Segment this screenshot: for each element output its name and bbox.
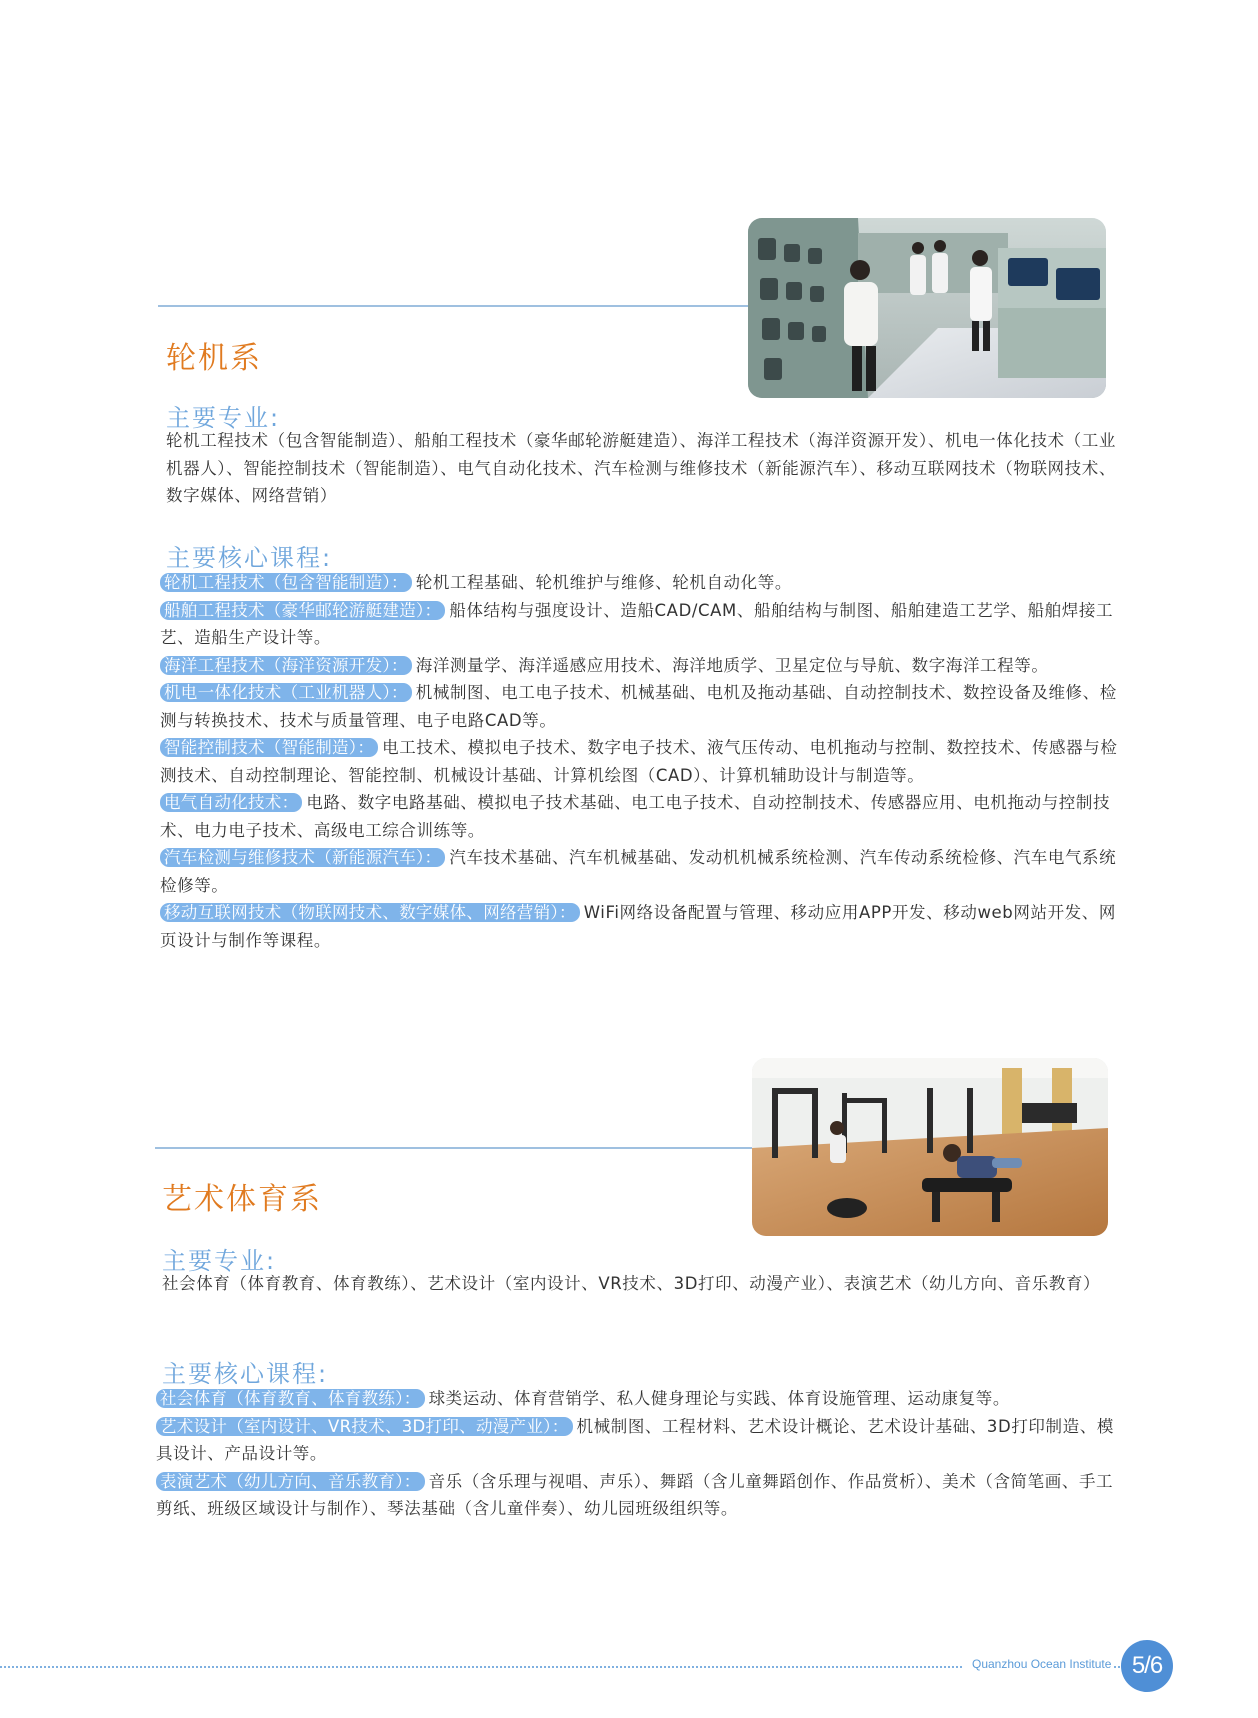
- course-item: [156, 1468, 1124, 1523]
- course-label: 轮机工程技术（包含智能制造）：: [160, 573, 412, 592]
- page-number-badge: 5/6: [1121, 1640, 1173, 1692]
- course-text: 汽车技术基础、汽车机械基础、发动机机械系统检测、汽车传动系统检修、汽车电气系统检修等。: [160, 848, 1117, 895]
- course-text: WiFi网络设备配置与管理、移动应用APP开发、移动web网站开发、网页设计与制作等课程。: [160, 903, 1116, 950]
- engine-room-photo: [748, 218, 1106, 398]
- gym-illustration: [752, 1058, 1108, 1236]
- courses-heading: 主要核心课程:: [166, 544, 333, 572]
- course-item: [160, 679, 1126, 734]
- course-text: 海洋测量学、海洋遥感应用技术、海洋地质学、卫星定位与导航、数字海洋工程等。: [415, 655, 1049, 675]
- footer-dotted-line-right: [1114, 1666, 1120, 1668]
- section-divider: [155, 1147, 755, 1149]
- course-text: 音乐（含乐理与视唱、声乐）、舞蹈（含儿童舞蹈创作、作品赏析）、美术（含简笔画、手工剪纸、班级区域设计与制作）、琴法基础（含儿童伴奏）、幼儿园班级组织等。: [156, 1471, 1114, 1518]
- course-text: 电工技术、模拟电子技术、数字电子技术、液气压传动、电机拖动与控制、数控技术、传感器与检测技术、自动控制理论、智能控制、机械设计基础、计算机绘图（CAD）、计算机辅助设计与制造等。: [160, 738, 1118, 785]
- course-item: [160, 569, 1126, 597]
- department-title: 艺术体育系: [162, 1182, 322, 1217]
- course-text: 机械制图、工程材料、艺术设计概论、艺术设计基础、3D打印制造、模具设计、产品设计等。: [156, 1416, 1114, 1463]
- course-label: 社会体育（体育教育、体育教练）：: [156, 1389, 425, 1408]
- course-label: 电气自动化技术：: [160, 793, 302, 812]
- engine-room-illustration: [748, 218, 1106, 398]
- course-label: 海洋工程技术（海洋资源开发）：: [160, 656, 412, 675]
- course-item: [156, 1413, 1124, 1468]
- course-item: [160, 597, 1126, 652]
- course-item: [160, 789, 1126, 844]
- gym-photo: [752, 1058, 1108, 1236]
- courses-list: [160, 569, 1126, 954]
- course-text: 轮机工程基础、轮机维护与维修、轮机自动化等。: [415, 573, 792, 592]
- course-label: 智能控制技术（智能制造）：: [160, 738, 378, 757]
- majors-heading: 主要专业:: [166, 404, 281, 432]
- course-item: [160, 734, 1126, 789]
- course-label: 机电一体化技术（工业机器人）：: [160, 683, 412, 702]
- courses-list: [156, 1385, 1124, 1523]
- course-item: [160, 899, 1126, 954]
- course-label: 表演艺术（幼儿方向、音乐教育）：: [156, 1472, 425, 1491]
- section-divider: [158, 305, 752, 307]
- footer-institute-name: Quanzhou Ocean Institute: [972, 1657, 1112, 1671]
- course-label: 艺术设计（室内设计、VR技术、3D打印、动漫产业）：: [156, 1417, 573, 1436]
- majors-text: 轮机工程技术（包含智能制造）、船舶工程技术（豪华邮轮游艇建造）、海洋工程技术（海洋资源开发）、机电一体化技术（工业机器人）、智能控制技术（智能制造）、电气自动化技术、汽车检测与维修技术（新能源汽车）、移动互联网技术（物联网技术、数字媒体、网络营销）: [166, 431, 1116, 505]
- courses-heading: 主要核心课程:: [162, 1360, 329, 1388]
- footer-dotted-line-left: [0, 1666, 962, 1668]
- majors-text: 社会体育（体育教育、体育教练）、艺术设计（室内设计、VR技术、3D打印、动漫产业）、表演艺术（幼儿方向、音乐教育）: [162, 1274, 1101, 1293]
- course-item: [160, 844, 1126, 899]
- course-text: 球类运动、体育营销学、私人健身理论与实践、体育设施管理、运动康复等。: [428, 1389, 1010, 1408]
- course-text: 机械制图、电工电子技术、机械基础、电机及拖动基础、自动控制技术、数控设备及维修、检测与转换技术、技术与质量管理、电子电路CAD等。: [160, 683, 1117, 730]
- course-item: [160, 652, 1126, 680]
- course-label: 移动互联网技术（物联网技术、数字媒体、网络营销）：: [160, 903, 580, 922]
- course-text: 船体结构与强度设计、造船CAD/CAM、船舶结构与制图、船舶建造工艺学、船舶焊接工艺、造船生产设计等。: [160, 600, 1114, 647]
- department-title: 轮机系: [166, 341, 262, 376]
- majors-heading: 主要专业:: [162, 1247, 277, 1275]
- course-label: 汽车检测与维修技术（新能源汽车）：: [160, 848, 445, 867]
- course-label: 船舶工程技术（豪华邮轮游艇建造）：: [160, 601, 445, 620]
- course-text: 电路、数字电路基础、模拟电子技术基础、电工电子技术、自动控制技术、传感器应用、电机拖动与控制技术、电力电子技术、高级电工综合训练等。: [160, 793, 1111, 840]
- course-item: [156, 1385, 1124, 1413]
